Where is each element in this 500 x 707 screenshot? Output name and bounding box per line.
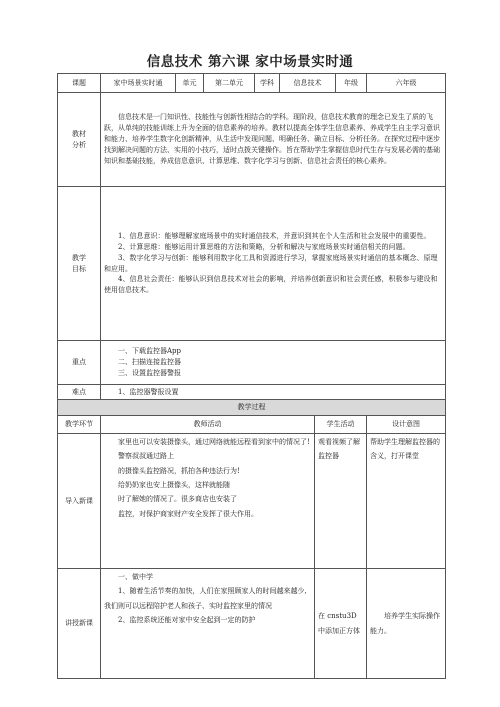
- goals-label: 教学 目标: [58, 187, 101, 341]
- grade-value: 六年级: [367, 74, 446, 93]
- teacher-cell: 家里也可以安装摄像头，通过网络就能远程看到家中的情况了! 警察叔叔通过路上 的摄像头监控路况，抓拍各种违法行为! 给奶奶家也安上摄像头，这样就能随 时了解她的情况了。很多商店也安装了 监控，对保护商家财产安全发挥了很大作用。: [101, 434, 315, 569]
- key-point-item: 三、设置监控器警报: [118, 368, 181, 377]
- subject-value: 信息技术: [280, 74, 336, 93]
- design-cell: 帮助学生理解监控器的含义，打开课堂: [367, 434, 446, 569]
- goal-item: 3、数字化学习与创新：能够利用数字化工具和资源进行学习，掌握家庭场景实时通信的基本概念、原理和应用。: [104, 253, 438, 273]
- process-columns-row: [58, 416, 446, 434]
- col-design: 设计意图: [367, 416, 446, 434]
- design-cell: 培养学生实际操作能力。: [367, 569, 446, 679]
- subject-label: 学科: [255, 74, 280, 93]
- key-points-row: [58, 341, 446, 385]
- lesson-plan-table: [57, 73, 446, 679]
- process-header: 教学过程: [58, 400, 446, 416]
- goal-item: 1、信息意识：能够理解家庭场景中的实时通信技术，并意识到其在个人生活和社会发展中的重要性。: [118, 231, 431, 240]
- unit-value: 第二单元: [204, 74, 255, 93]
- unit-label: 单元: [176, 74, 204, 93]
- topic-value: 家中场景实时通: [101, 74, 176, 93]
- page-title: 信息技术 第六课 家中场景实时通: [146, 54, 354, 70]
- grade-label: 年级: [336, 74, 367, 93]
- goals-row: [58, 187, 446, 341]
- key-point-item: 一、下载监控器App: [118, 347, 182, 356]
- difficulty-text: 1、监控器警报设置: [101, 385, 446, 400]
- goal-item: 2、计算思维：能够运用计算思维的方法和策略，分析和解决与家庭场景实时通信相关的问题。: [118, 242, 410, 251]
- key-points-label: 重点: [58, 341, 101, 385]
- student-cell: 在 cnstu3D 中添加正方体: [315, 569, 367, 679]
- info-row: [58, 74, 446, 93]
- analysis-text: 信息技术是一门知识性、技能性与创新性相结合的学科。现阶段，信息技术教育的理念已发生了质的飞跃，从单纯的技能训练上升为全面的信息素养的培养。教材以提高全体学生信息素养、养成学生自主学习意识和能力、培养学生数字化创新精神，从生活中发现问题、明确任务、确立目标、分析任务。在探究过程中逐步找到解决问题的方法、实用的小技巧，适时点拨关键操作。旨在帮助学生掌握信息时代生存与发展必需的基础知识和基础技能，养成信息意识、计算思维、数字化学习与创新、信息社会责任的核心素养。: [101, 93, 446, 187]
- stage-cell: 讲授新课: [58, 569, 101, 679]
- table-row: [58, 569, 446, 679]
- analysis-row: [58, 93, 446, 187]
- teacher-cell: 一、做中学 1、随着生活节奏的加快，人们在家照顾家人的时间越来越少,我们则可以远程陪护老人和孩子、实时监控家里的情况 2、监控系统还能对家中安全起到一定的防护: [101, 569, 315, 679]
- topic-label: 课题: [58, 74, 101, 93]
- col-stage: 教学环节: [58, 416, 101, 434]
- difficulty-label: 难点: [58, 385, 101, 400]
- key-points-text: [101, 341, 446, 385]
- goals-text: [101, 187, 446, 341]
- analysis-label: 教材 分析: [58, 93, 101, 187]
- col-student: 学生活动: [315, 416, 367, 434]
- stage-cell: 导入新课: [58, 434, 101, 569]
- difficulty-row: [58, 385, 446, 400]
- process-header-row: [58, 400, 446, 416]
- key-point-item: 二、扫描连接监控器: [118, 358, 181, 367]
- col-teacher: 教师活动: [101, 416, 315, 434]
- student-cell: 观看视频了解监控器: [315, 434, 367, 569]
- goal-item: 4、信息社会责任：能够认识到信息技术对社会的影响，并培养创新意识和社会责任感，积极参与建设和使用信息技术。: [104, 275, 438, 295]
- table-row: [58, 434, 446, 569]
